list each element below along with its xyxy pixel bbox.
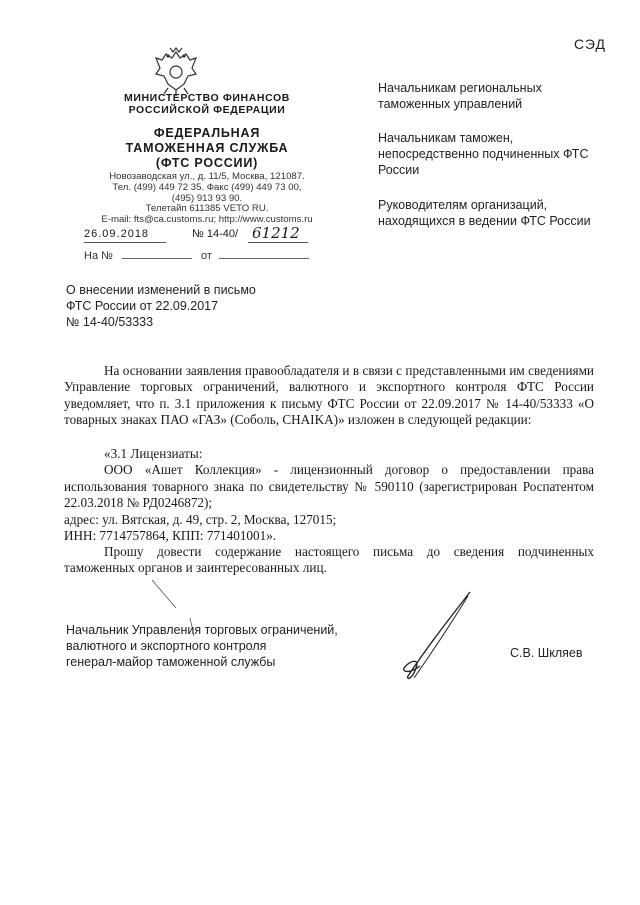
coat-of-arms-emblem-icon <box>148 42 204 98</box>
reference-row <box>84 250 344 262</box>
subject-line-2: ФТС России от 22.09.2017 <box>66 299 219 313</box>
licensee-address: адрес: ул. Вятская, д. 49, стр. 2, Москва, 127015; <box>64 511 337 527</box>
contact-block <box>62 172 352 226</box>
ministry-name <box>62 92 352 116</box>
phones-2: (495) 913 93 90. <box>171 192 243 204</box>
addressee-customs: Начальникам таможен, непосредственно подчиненных ФТС России <box>378 131 589 177</box>
body-paragraph-request: Прошу довести содержание настоящего письма до сведения подчиненных таможенных органов и заинтересованных лиц. <box>64 544 594 576</box>
subject-line-1: О внесении изменений в письмо <box>66 283 256 297</box>
licensee-entry: ООО «Ашет Коллекция» - лицензионный договор о предоставлении права использования товарного знака по свидетельству № 590110 (зарегистрирован Роспатентом 22.03.2018 № РД0246872); <box>64 462 594 511</box>
number-underline <box>248 242 308 243</box>
service-name <box>62 126 352 171</box>
licensee-inn: ИНН: 7714757864, КПП: 771401001». <box>64 528 277 544</box>
ministry-line-1: МИНИСТЕРСТВО ФИНАНСОВ <box>124 92 290 104</box>
registration-date: 26.09.2018 <box>84 228 150 240</box>
registration-row <box>84 224 344 246</box>
service-line-3: (ФТС РОССИИ) <box>155 156 259 170</box>
address: Новозаводская ул., д. 11/5, Москва, 121087. <box>109 171 305 182</box>
registration-number-handwritten: 61212 <box>252 224 300 242</box>
addressee-regional: Начальникам региональных таможенных управлений <box>378 81 542 111</box>
service-line-2: ТАМОЖЕННАЯ СЛУЖБА <box>125 141 289 155</box>
signatory-title-line-3: генерал-майор таможенной службы <box>66 655 276 669</box>
phones: Тел. (499) 449 72 35. Факс (499) 449 73 00, <box>112 181 302 193</box>
teletype: Телетайп 611385 VETO RU. <box>145 203 269 215</box>
email: E-mail: fts@ca.customs.ru; http://www.customs.ru <box>101 214 313 226</box>
subject-line-3: № 14-40/53333 <box>66 315 154 329</box>
reference-date-line <box>219 258 309 259</box>
body-paragraph-licensees <box>64 446 594 544</box>
date-underline <box>84 242 166 243</box>
signatory-title-line-2: валютного и экспортного контроля <box>66 639 267 653</box>
letter-subject <box>66 282 306 330</box>
registration-number-label: № 14-40/ <box>192 228 239 240</box>
reference-number-line <box>122 258 192 259</box>
service-line-1: ФЕДЕРАЛЬНАЯ <box>153 126 261 140</box>
reference-from-label: от <box>201 250 212 262</box>
body-paragraph-1: На основании заявления правообладателя и в связи с представленными им сведениями Управление торговых ограничений, валютного и экспортного контроля ФТС России уведомляет, что п. 3.1 приложения к письму ФТС России от 22.09.2017 № 14-40/53333 «О товарных знаках ПАО «ГАЗ» (Соболь, CHAIKA)» изложен в следующей редакции: <box>64 363 594 428</box>
document-mark: СЭД <box>573 36 606 52</box>
signatory-title <box>66 622 386 670</box>
reference-number-label: На № <box>84 250 113 262</box>
handwritten-signature-icon <box>380 588 500 688</box>
signatory-name: С.В. Шкляев <box>510 646 583 660</box>
licensees-heading: «3.1 Лицензиаты: <box>104 446 203 461</box>
signatory-title-line-1: Начальник Управления торговых ограничений, <box>66 623 338 637</box>
addressee-organizations: Руководителям организаций, находящихся в ведении ФТС России <box>378 198 591 228</box>
ministry-line-2: РОССИЙСКОЙ ФЕДЕРАЦИИ <box>128 104 286 116</box>
